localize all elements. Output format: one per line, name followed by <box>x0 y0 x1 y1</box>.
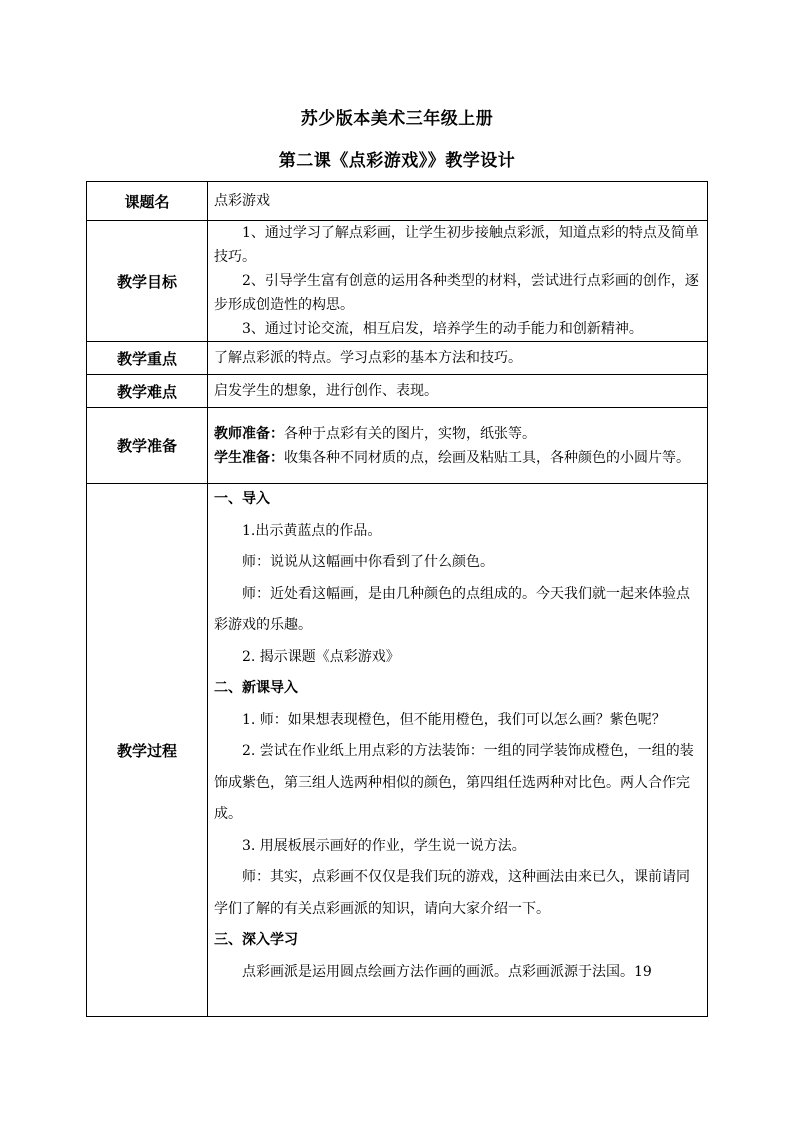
process-paragraph: 1. 师：如果想表现橙色，但不能用橙色，我们可以怎么画？紫色呢？ <box>242 711 666 728</box>
preparation-value <box>208 408 708 484</box>
difficulties-value: 启发学生的想象，进行创作、表现。 <box>208 375 708 408</box>
key-points-label: 教学重点 <box>87 342 208 375</box>
process-paragraph: 2. 尝试在作业纸上用点彩的方法装饰：一组的同学装饰成橙色，一组的装饰成紫色，第三组人选两种相似的颜色，第四组任选两种对比色。两人合作完成。 <box>214 743 694 822</box>
preparation-label: 教学准备 <box>87 408 208 484</box>
lesson-title: 第二课《点彩游戏》》教学设计 <box>278 151 516 171</box>
goal-item: 1、通过学习了解点彩画，让学生初步接触点彩派，知道点彩的特点及简单技巧。 <box>214 225 699 265</box>
teacher-prep <box>214 422 701 446</box>
process-paragraph: 2. 揭示课题《点彩游戏》 <box>242 648 400 665</box>
process-value <box>208 484 708 1017</box>
process-paragraph: 点彩画派是运用圆点绘画方法作画的画派。点彩画派源于法国。19 <box>242 963 652 980</box>
student-prep-label: 学生准备： <box>214 449 284 466</box>
topic-label: 课题名 <box>87 182 208 221</box>
process-paragraph: 师：说说从这幅画中你看到了什么颜色。 <box>242 554 494 570</box>
process-paragraph: 1.出示黄蓝点的作品。 <box>242 522 382 539</box>
lesson-plan-table <box>86 181 708 1017</box>
topic-value: 点彩游戏 <box>208 182 708 221</box>
difficulties-label: 教学难点 <box>87 375 208 408</box>
student-prep-text: 收集各种不同材质的点，绘画及粘贴工具，各种颜色的小圆片等。 <box>284 449 690 466</box>
difficulties-row <box>87 375 708 408</box>
preparation-row <box>87 408 708 484</box>
process-paragraph: 师：近处看这幅画，是由几种颜色的点组成的。今天我们就一起来体验点彩游戏的乐趣。 <box>214 585 690 633</box>
process-row <box>87 484 708 1017</box>
section-heading: 一、导入 <box>214 491 270 507</box>
goal-item: 3、通过讨论交流，相互启发，培养学生的动手能力和创新精神。 <box>242 321 643 337</box>
process-label: 教学过程 <box>87 484 208 1017</box>
goals-value <box>208 221 708 342</box>
topic-row <box>87 182 708 221</box>
process-paragraph: 3. 用展板展示画好的作业，学生说一说方法。 <box>242 837 526 854</box>
goal-item: 2、引导学生富有创意的运用各种类型的材料，尝试进行点彩画的创作，逐步形成创造性的构思。 <box>214 273 699 313</box>
section-heading: 二、新课导入 <box>214 680 298 696</box>
teacher-prep-text: 各种于点彩有关的图片，实物，纸张等。 <box>284 425 536 442</box>
process-paragraph: 师：其实，点彩画不仅仅是我们玩的游戏，这种画法由来已久，课前请同学们了解的有关点彩画派的知识，请向大家介绍一下。 <box>214 869 690 917</box>
section-heading: 三、深入学习 <box>214 932 298 948</box>
key-points-row <box>87 342 708 375</box>
goals-row <box>87 221 708 342</box>
document-title: 苏少版本美术三年级上册 <box>300 109 494 129</box>
goals-label: 教学目标 <box>87 221 208 342</box>
teacher-prep-label: 教师准备： <box>214 425 284 442</box>
key-points-value: 了解点彩派的特点。学习点彩的基本方法和技巧。 <box>208 342 708 375</box>
student-prep <box>214 446 701 470</box>
